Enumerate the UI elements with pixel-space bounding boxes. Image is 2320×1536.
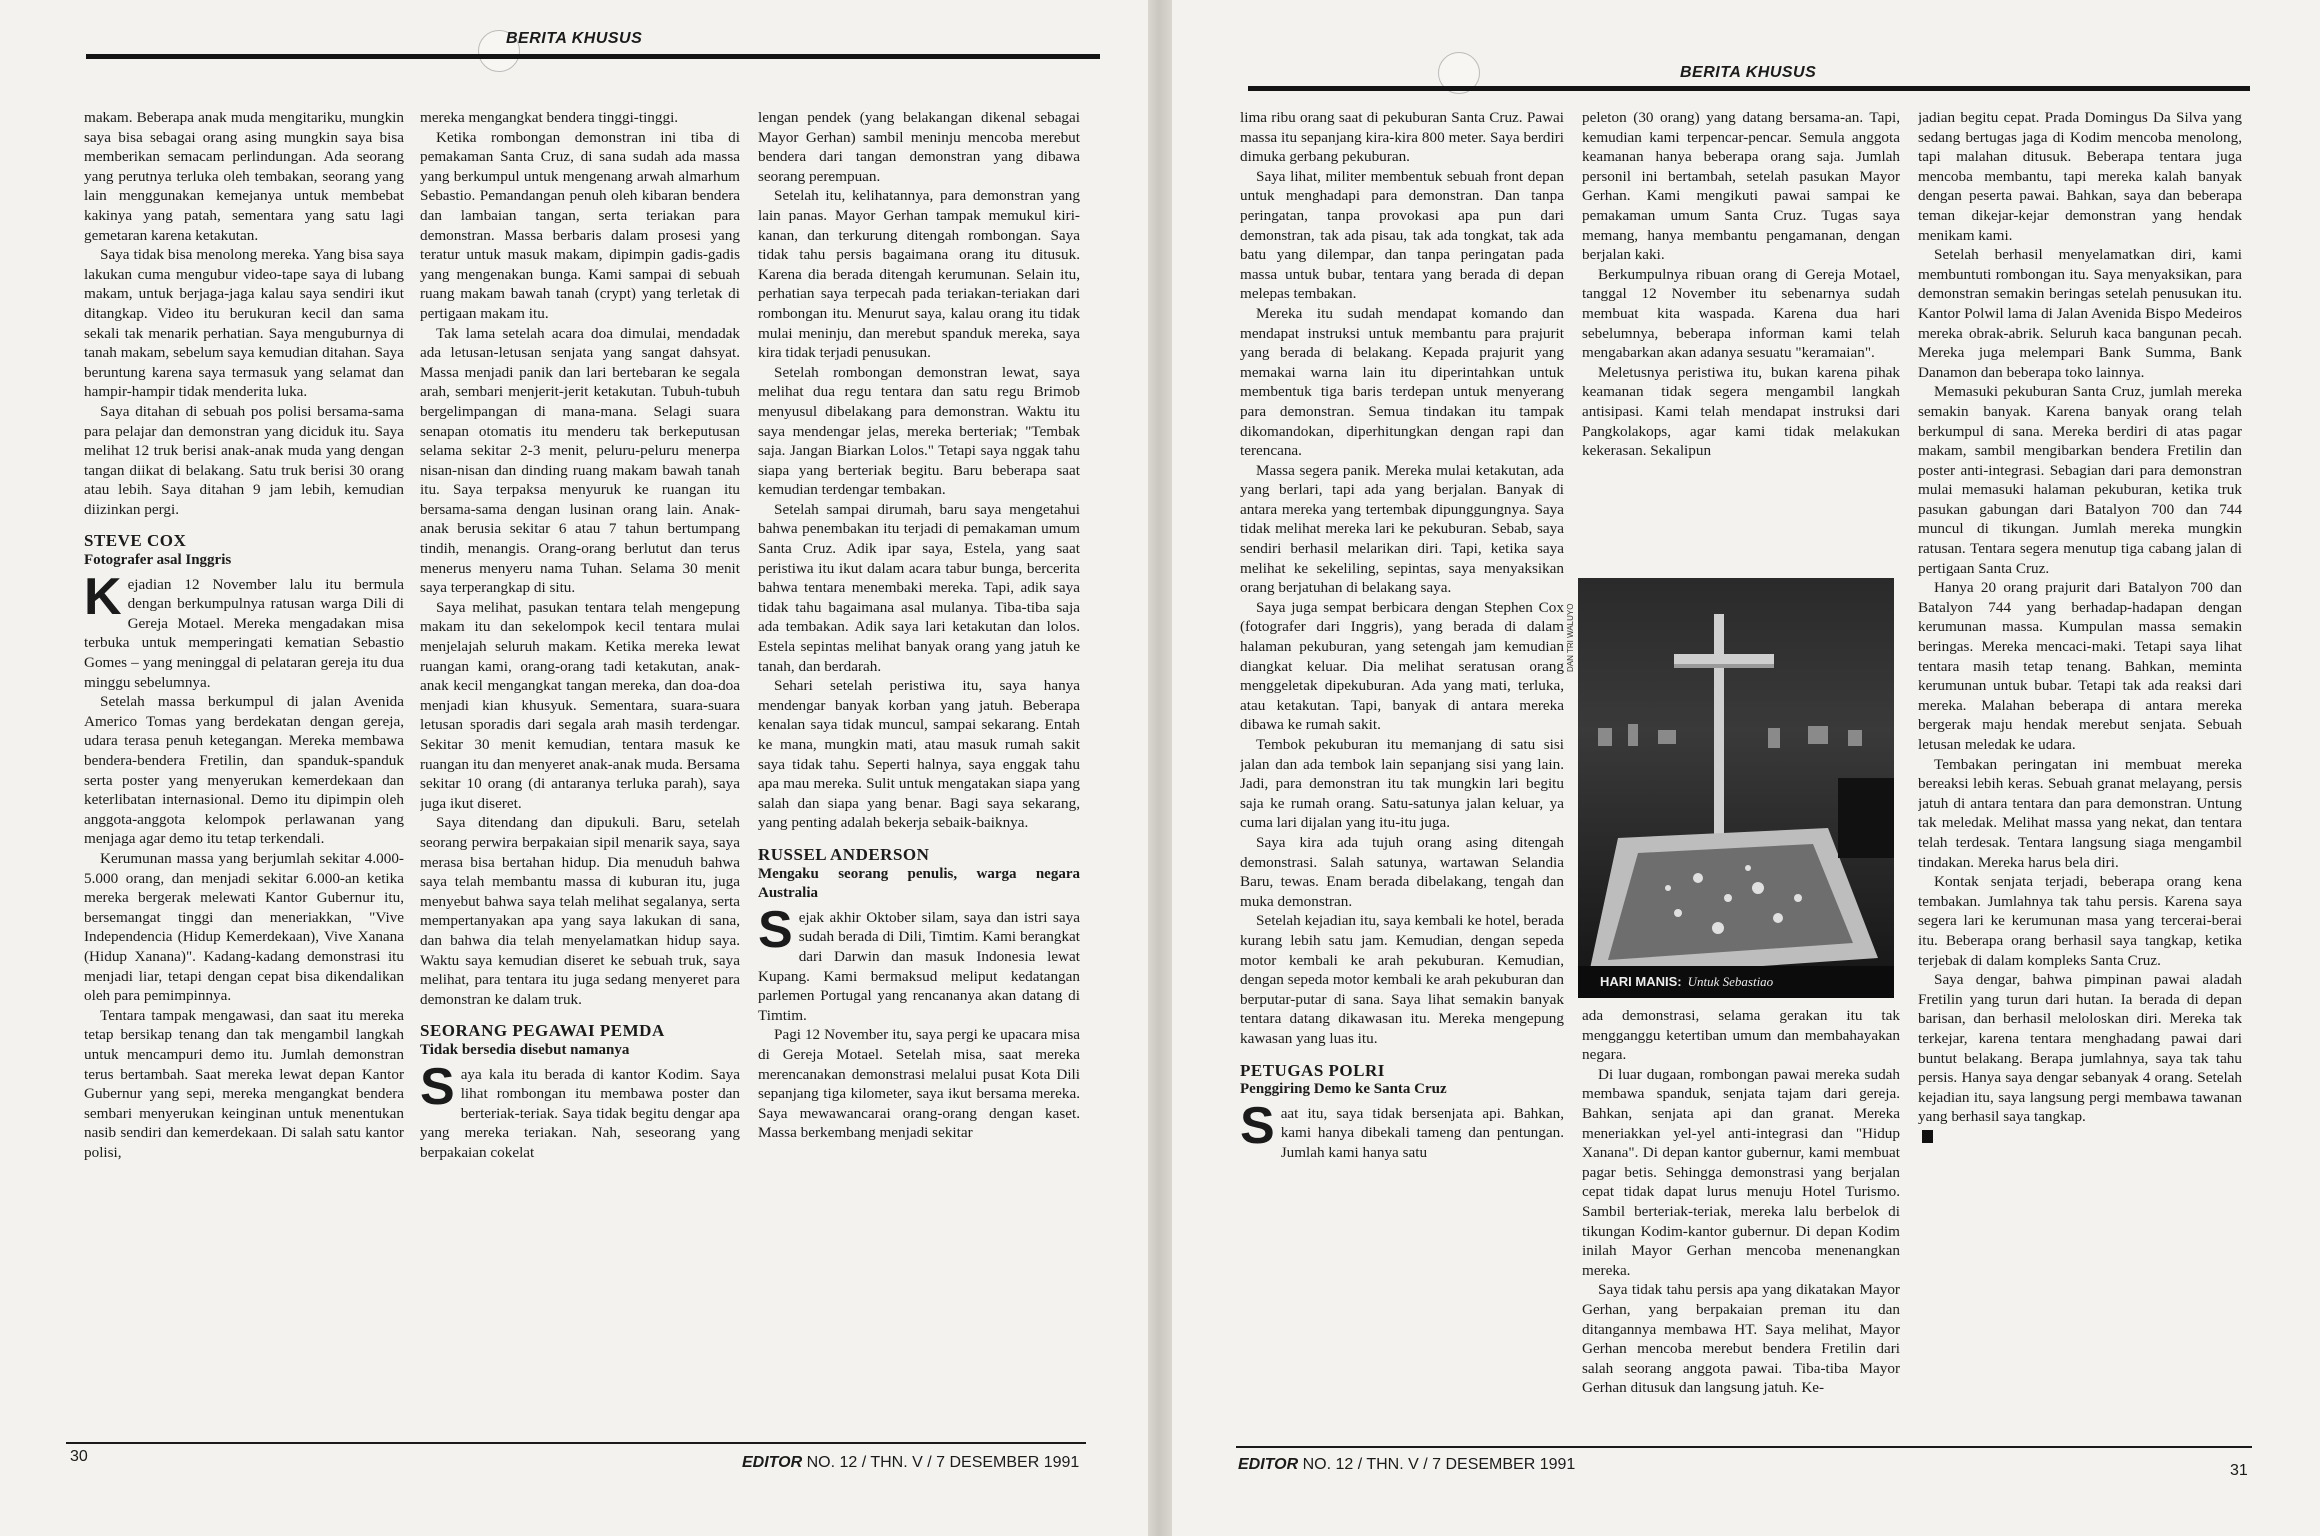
column-1 — [84, 108, 404, 1450]
column-3 — [758, 108, 1080, 1450]
caption-title: HARI MANIS: — [1600, 974, 1682, 989]
column-4 — [1240, 108, 1564, 1454]
footer-rule-left — [66, 1442, 1086, 1444]
paragraph: Tentara tampak mengawasi, dan saat itu mereka tetap bersikap tenang dan tak mengambil langkah untuk mencampuri demo itu. Jumlah demonstran terus bertambah. Saat mereka lewat depan Kantor Gubernur yang sepi, mereka mengangkat bendera sembari menyerukan keinginan untuk menentukan nasib sendiri dan kemerdekaan. Di salah satu kantor polisi, — [84, 1006, 404, 1161]
column-2 — [420, 108, 740, 1450]
binding-gutter — [1148, 0, 1172, 1536]
photo-credit: DAN TRI WALUYO — [1566, 603, 1575, 672]
photo-caption — [1578, 966, 1894, 998]
footer-brand: EDITOR — [742, 1454, 803, 1471]
section-subtitle: Penggiring Demo ke Santa Cruz — [1240, 1081, 1447, 1098]
section-header-right: BERITA KHUSUS — [1680, 64, 1817, 81]
paragraph: Saya ditendang dan dipukuli. Baru, setelah seorang perwira berpakaian sipil menarik saya, saya merasa bisa bertahan hidup. Dia menuduh bahwa saya telah membantu massa di kuburan itu, juga menyebut bahwa saya telah melihat segalanya, serta mempertanyakan apa yang saya lakukan di sana, dan bahwa dia telah menyelamatkan hidup saya. Waktu saya kemudian diseret ke sebuah truk, saya melihat, para tentara itu juga sedang menyeret para demonstran ke dalam truk. — [420, 814, 740, 1008]
paragraph: Berkumpulnya ribuan orang di Gereja Motael, tanggal 12 November itu sebenarnya sudah membuat kita waspada. Karena dua hari sebelumnya, beberapa informan kami telah mengabarkan akan adanya sesuatu "keramaian". — [1582, 265, 1900, 362]
paragraph: Kerumunan massa yang berjumlah sekitar 4.000-5.000 orang, dan menjadi sekitar 6.000-an ketika mereka bergerak melewati Kantor Gubernur itu, bersemangat tinggi dan meneriakkan, "Vive Independencia (Hidup Kemerdekaan), Vive Xanana (Hidup Xanana)". Kadang-kadang demonstrasi itu menjadi liar, tetapi dengan cepat bisa dikendalikan oleh para pemimpinnya. — [84, 849, 404, 1005]
paragraph: Kontak senjata terjadi, beberapa orang kena tembakan. Jumlahnya tak tahu persis. Karena saya segera lari ke kerumunan masa yang tercerai-berai itu. Beberapa orang berhasil saya tangkap, ketika terjebak di dalam kompleks Santa Cruz. — [1918, 873, 2242, 969]
paragraph: Meletusnya peristiwa itu, bukan karena pihak keamanan tidak segera mengambil langkah antisipasi. Kami telah mendapat instruksi dari Pangkolakops, agar kami tidak melakukan kekerasan. Sekalipun — [1582, 363, 1900, 460]
paragraph: Saya ditahan di sebuah pos polisi bersama-sama para pelajar dan demonstran yang diciduk itu. Saya melihat 12 truk berisi anak-anak muda yang dengan tangan diikat di belakang. Satu truk berisi 30 orang atau lebih. Saya ditahan 9 jam lebih, kemudian diizinkan pergi. — [84, 402, 404, 518]
paragraph: Saya juga sempat berbicara dengan Stephen Cox (fotografer dari Inggris), yang berada di dalam halaman pekuburan, yang setengah jam kemudian diangkat keluar. Dia melihat seratusan orang menggeletak dipekuburan. Ada yang mati, terluka, atau ketakutan. Tapi, banyak di antara mereka dibawa ke rumah sakit. — [1240, 598, 1564, 734]
section-title: STEVE COX — [84, 531, 187, 551]
dropcap: S — [420, 1057, 455, 1116]
paragraph — [1918, 1127, 2242, 1147]
section-subtitle: Mengaku seorang penulis, warga negara Australia — [758, 865, 1080, 902]
paragraph: Saya lihat, militer membentuk sebuah front depan untuk menghadapi para demonstran. Dan tanpa peringatan, tanpa provokasi apa pun dari demonstran, tak ada pisau, tak ada tongkat, tak ada batu yang dilempar, dan tanpa peringatan pada massa untuk bubar, tentara yang berada di depan melepas tembakan. — [1240, 167, 1564, 303]
paragraph: Pagi 12 November itu, saya pergi ke upacara misa di Gereja Motael. Setelah misa, saat mereka merencanakan demonstrasi melalui pusat Kota Dili sepanjang tiga kilometer, saya ikut bersama mereka. Saya mewawancarai orang-orang dengan kaset. Massa berkembang menjadi sekitar — [758, 1026, 1080, 1142]
section-title: RUSSEL ANDERSON — [758, 844, 930, 864]
cemetery-photo — [1578, 578, 1894, 998]
paragraph: Tak lama setelah acara doa dimulai, mendadak ada letusan-letusan senjata yang sangat dahsyat. Massa menjadi panik dan lari bertebaran ke segala arah, sembari menjerit-jerit ketakutan. Tubuh-tubuh bergelimpangan di mana-mana. Selagi suara senapan otomatis itu menderu tak berkeputusan selama sekitar 2-3 menit, peluru-peluru menerpa nisan-nisan dan dinding ruang makam bawah tanah itu. Saya terpaksa menyuruk ke ruangan itu bersama-sama dengan lusinan orang lain. Anak-anak berusia sekitar 6 atau 7 tahun bertumpang tindih, menangis. Orang-orang berlutut dan terus menerus menyeru nama Tuhan. Selama 30 menit saya terperangkap di situ. — [420, 324, 740, 597]
paragraph: aya kala itu berada di kantor Kodim. Saya lihat rombongan itu membawa poster dan berteriak-teriak. Saya tidak begitu dengar apa yang mereka teriakan. Nah, seseorang yang berpakaian cokelat — [420, 1065, 740, 1161]
paragraph: Di luar dugaan, rombongan pawai mereka sudah membawa spanduk, senjata tajam dari gereja. Bahkan, senjata api dan granat. Mereka meneriakkan yel-yel anti-integrasi dan "Hidup Xanana". Di depan kantor gubernur, kami membuat pagar betis. Sehingga demonstrasi yang berjalan cepat tidak dapat lurus menuju Hotel Turismo. Sambil berteriak-teriak, mereka lalu berbelok di tikungan Kodim-kantor gubernur. Di depan Kodim inilah Mayor Gerhan mencoba menenangkan mereka. — [1582, 1065, 1900, 1279]
footer-rule-right — [1236, 1446, 2252, 1448]
column-6 — [1918, 108, 2242, 1454]
header-rule-right — [1248, 86, 2250, 91]
paragraph: Setelah itu, kelihatannya, para demonstran yang lain panas. Mayor Gerhan tampak memukul kiri-kanan, dan terkurung ditengah rombongan. Saya tidak tahu persis bagaimana orang itu ditusuk. Karena dia berada ditengah kerumunan. Selain itu, perhatian saya terpecah pada teriakan-teriakan dari rombongan itu. Menurut saya, kalau orang itu tidak mulai meninju, dan merebut spanduk mereka, saya kira tidak terjadi penusukan. — [758, 187, 1080, 362]
paragraph: Ketika rombongan demonstran ini tiba di pemakaman Santa Cruz, di sana sudah ada massa yang berkumpul untuk mengenang arwah almarhum Sebastio. Pemandangan penuh oleh kibaran bendera dan lambaian tangan, serta teriakan para demonstran. Massa berbaris dalam prosesi yang teratur untuk masuk makam, dipimpin gadis-gadis yang mengenakan bunga. Kami sampai di sebuah ruang makam bawah tanah (crypt) yang terletak di pertigaan makam itu. — [420, 128, 740, 322]
column-5-bottom — [1582, 1006, 1900, 1452]
paragraph: jadian begitu cepat. Prada Domingus Da Silva yang sedang bertugas jaga di Kodim mencoba menolong, tapi malahan ditusuk. Beberapa tentara juga mencoba membantu, tapi mereka kalah banyak dengan peserta pawai. Bahkan, saya dan beberapa teman dikejar-kejar demonstran yang hendak menikam kami. — [1918, 109, 2242, 244]
paragraph: mereka mengangkat bendera tinggi-tinggi. — [420, 109, 679, 126]
footer-brand: EDITOR — [1238, 1456, 1299, 1473]
paragraph: makam. Beberapa anak muda mengitariku, mungkin saya bisa sebagai orang asing mungkin saya bisa memberikan semacam perlindungan. Ada seorang yang perutnya terluka oleh tembakan, seorang yang lain menggunakan kemejanya untuk membebat kakinya yang patah, sementara yang satu lagi gemetaran karena ketakutan. — [84, 109, 404, 244]
paragraph: ada demonstrasi, selama gerakan itu tak mengganggu ketertiban umum dan membahayakan negara. — [1582, 1007, 1900, 1064]
header-rule-left — [86, 54, 1100, 59]
paragraph: Memasuki pekuburan Santa Cruz, jumlah mereka semakin banyak. Karena banyak orang telah berkumpul di sana. Mereka berdiri di atas pagar makam, sambil mengibarkan bendera Fretilin dan poster anti-integrasi. Sebagian dari para demonstran mulai memasuki halaman pekuburan, ketika truk pasukan gabungan dari Batalyon 700 dan 744 muncul di tikungan. Jumlah mereka mungkin ratusan. Tentara segera menutup tiga cabang jalan di pertigaan Santa Cruz. — [1918, 383, 2242, 577]
paragraph: peleton (30 orang) yang datang bersama-an. Tapi, kemudian kami terpencar-pencar. Semula anggota keamanan hanya beberapa orang saja. Jumlah personil ini bertambah, setelah pasukan Mayor Gerhan. Kami mengikuti pawai sampai ke pemakaman umum Santa Cruz. Tugas saya memang, hanya membantu pengamanan, dengan berjalan kaki. — [1582, 109, 1900, 264]
paragraph: Tembok pekuburan itu memanjang di satu sisi jalan dan ada tembok lain sepanjang sisi yang lain. Jadi, para demonstran itu tak mungkin lari begitu saja ke rumah orang. Satu-satunya jalan keluar, ya cuma lari dijalan yang itu-itu juga. — [1240, 736, 1564, 832]
paragraph: Mereka itu sudah mendapat komando dan mendapat instruksi untuk membantu para prajurit yang berada di belakang. Kepada prajurit yang memakai warna lain itu diperintahkan untuk membentuk tiga baris terdepan untuk menyerang para demonstran. Semua tindakan itu tampak dikomandokan, diperhitungkan dengan rapi dan terencana. — [1240, 304, 1564, 460]
footer-issue: NO. 12 / THN. V / 7 DESEMBER 1991 — [806, 1454, 1080, 1471]
paragraph: Setelah berhasil menyelamatkan diri, kami membuntuti rombongan itu. Saya menyaksikan, para demonstran semakin beringas setelah penusukan itu. Kantor Polwil lama di Jalan Avenida Bispo Medeiros mereka obrak-abrik. Seluruh kaca bangunan pecah. Mereka juga melempari Bank Summa, Bank Danamon dan beberapa toko lainnya. — [1918, 246, 2242, 381]
paragraph: Saya kira ada tujuh orang asing ditengah demonstrasi. Salah satunya, wartawan Selandia Baru, tewas. Enam berada dibelakang, tengah dan muka demonstran. — [1240, 833, 1564, 910]
caption-text: Untuk Sebastiao — [1687, 974, 1774, 989]
section-title: PETUGAS POLRI — [1240, 1060, 1385, 1080]
section-title: SEORANG PEGAWAI PEMDA — [420, 1021, 665, 1041]
paragraph: Hanya 20 orang prajurit dari Batalyon 700 dan Batalyon 744 yang berhadap-hadapan dengan kerumunan massa. Kumpulan massa semakin beringas. Mereka mencaci-maki. Tetapi saya lihat tentara masih tetap tenang. Bahkan, meminta kerumunan untuk bubar. Tetapi tak ada reaksi dari mereka. Malahan beberapa di antara mereka bergerak maju hendak merebut senjata. Sebuah letusan meledak ke udara. — [1918, 579, 2242, 753]
paragraph: Setelah sampai dirumah, baru saya mengetahui bahwa penembakan itu terjadi di pemakaman umum Santa Cruz. Adik ipar saya, Estela, yang saat peristiwa itu ikut dalam acara tabur bunga, bercerita bahwa tentara menembaki mereka. Tapi, adik saya tidak tahu bagaimana asal mulanya. Tiba-tiba saja ada tembakan. Adik saya lari ketakutan dan lolos. Estela sepintas melihat banyak orang yang jatuh ke tanah, dan berdarah. — [758, 500, 1080, 675]
paragraph: Setelah massa berkumpul di jalan Avenida Americo Tomas yang berdekatan dengan gereja, udara terasa penuh ketegangan. Mereka membawa bendera-bendera Fretilin, dan spanduk-spanduk serta poster yang menyerukan kemerdekaan dan keterlibatan internasional. Demo itu dipimpin oleh anggota-anggota kelompok perlawanan yang menjaga agar demo itu tetap terkendali. — [84, 693, 404, 848]
paragraph: Sehari setelah peristiwa itu, saya hanya mendengar banyak korban yang jatuh. Beberapa kenalan saya tidak muncul, sampai sekarang. Entah ke mana, mungkin mati, atau masuk rumah sakit saya tidak tahu. Seperti halnya, saya enggak tahu apa mau mereka. Sulit untuk mengatakan siapa yang salah dan siapa yang benar. Bagi saya sekarang, yang penting adalah bekerja sebaik-baiknya. — [758, 677, 1080, 832]
paragraph: Saya melihat, pasukan tentara telah mengepung makam itu dan sekelompok kecil tentara mulai menjelajah seluruh makam. Ketika mereka lewat ruangan kami, orang-orang tadi ketakutan, anak-anak kecil mengangkat tangan mereka, dan doa-doa menjadi kian khusyuk. Sementara, suara-suara letusan sporadis dari segala arah masih terdengar. Sekitar 30 menit kemudian, tentara masuk ke ruangan itu dan menyeret anak-anak muda. Bersama sekitar 10 orang (di antaranya terluka parah), saya juga ikut diseret. — [420, 598, 740, 812]
paragraph: ejadian 12 November lalu itu bermula dengan berkumpulnya ratusan warga Dili di Gereja Motael. Mereka mengadakan misa terbuka untuk memperingati kematian Sebastio Gomes – yang meninggal di pelataran gereja itu dua minggu sebelumnya. — [84, 575, 404, 691]
paragraph: Setelah rombongan demonstran lewat, saya melihat dua regu tentara dan satu regu Brimob menyusul dibelakang para demonstran. Waktu itu saya mendengar jelas, mereka berteriak; "Tembak saja. Jangan Biarkan Lolos." Tetapi saya nggak tahu siapa yang berteriak begitu. Baru beberapa saat kemudian terdengar tembakan. — [758, 363, 1080, 499]
section-header-left: BERITA KHUSUS — [506, 30, 643, 47]
paragraph: Setelah kejadian itu, saya kembali ke hotel, berada kurang lebih satu jam. Kemudian, dengan sepeda motor kembali ke arah pekuburan. Kemudian, dengan sepeda motor kembali ke arah pekuburan dan berputar-putar di sana. Saya lihat semakin banyak tentara datang dikawasan itu. Mereka mengepung kawasan yang luas itu. — [1240, 912, 1564, 1047]
footer-issue-left — [742, 1454, 1079, 1472]
paragraph: lima ribu orang saat di pekuburan Santa Cruz. Pawai massa itu sepanjang kira-kira 800 meter. Saya berdiri dimuka gerbang pekuburan. — [1240, 109, 1564, 166]
page-number-right: 31 — [2230, 1462, 2248, 1479]
paragraph: ejak akhir Oktober silam, saya dan istri saya sudah berada di Dili, Timtim. Kami berangkat dari Darwin dan masuk Indonesia lewat Kupang. Kami bermaksud meliput kedatangan parlemen Portugal yang rencananya akan datang di Timtim. — [758, 908, 1080, 1024]
paragraph: aat itu, saya tidak bersenjata api. Bahkan, kami hanya dibekali tameng dan pentungan. Jumlah kami hanya satu — [1280, 1104, 1564, 1161]
page-number-left: 30 — [70, 1448, 88, 1465]
dropcap: S — [758, 900, 793, 959]
column-5-top — [1582, 108, 1900, 574]
dropcap: K — [84, 567, 122, 626]
section-subtitle: Tidak bersedia disebut namanya — [420, 1041, 630, 1058]
paragraph: Massa segera panik. Mereka mulai ketakutan, ada yang berlari, tapi ada yang berjalan. Banyak di antara mereka yang tertembak dipunggungnya. Saya tidak melihat mereka lari ke pekuburan. Sebab, saya sendiri berhasil melarikan diri. Tapi, ketika saya melihat ke sekeliling, sepintas, saya menyaksikan orang berjatuhan di belakang saya. — [1240, 461, 1564, 597]
end-of-article-icon — [1922, 1130, 1933, 1143]
footer-issue: NO. 12 / THN. V / 7 DESEMBER 1991 — [1302, 1456, 1576, 1473]
cemetery-photo-image — [1578, 578, 1894, 998]
paragraph: Saya tidak bisa menolong mereka. Yang bisa saya lakukan cuma mengubur video-tape saya di lubang makam, untuk berjaga-jaga kalau saya sendiri ikut ditangkap. Video itu berukuran kecil dan sama sekali tak menarik perhatian. Saya menguburnya di tanah makam, sebelum saya kemudian ditahan. Saya beruntung karena saya termasuk yang selamat dan hampir-hampir tidak menderita luka. — [84, 246, 404, 401]
paragraph: Tembakan peringatan ini membuat mereka bereaksi lebih keras. Sebuah granat melayang, persis jatuh di antara tentara dan para demonstran. Untung tak meledak. Melihat massa yang nekat, dan tentara telah terdesak. Tentara langsung siaga mengambil tindakan. Mereka harus bela diri. — [1918, 755, 2242, 871]
paragraph: lengan pendek (yang belakangan dikenal sebagai Mayor Gerhan) sambil meninju mencoba merebut bendera dari tangan demonstran yang dibawa seorang perempuan. — [758, 109, 1080, 185]
dropcap: S — [1240, 1096, 1275, 1155]
footer-issue-right — [1238, 1456, 1575, 1474]
section-subtitle: Fotografer asal Inggris — [84, 552, 232, 569]
paragraph: Saya dengar, bahwa pimpinan pawai aladah Fretilin yang turun dari hutan. Ia berada di depan barisan, dan berhasil meloloskan diri. Mereka tak terkejar, karena tentara menghadang pawai dari buntut belakang. Berapa jumlahnya, saya tak tahu persis. Hanya saya dengar sebanyak 4 orang. Setelah kejadian itu, saya langsung pergi membawa tawanan yang berhasil saya tangkap. — [1918, 971, 2242, 1126]
paragraph: Saya tidak tahu persis apa yang dikatakan Mayor Gerhan, yang berpakaian preman itu dan ditangannya membawa HT. Saya melihat, Mayor Gerhan mencoba merebut bendera Fretilin dari salah seorang anggota pawai. Tiba-tiba Mayor Gerhan ditusuk dan langsung jatuh. Ke- — [1582, 1281, 1900, 1397]
